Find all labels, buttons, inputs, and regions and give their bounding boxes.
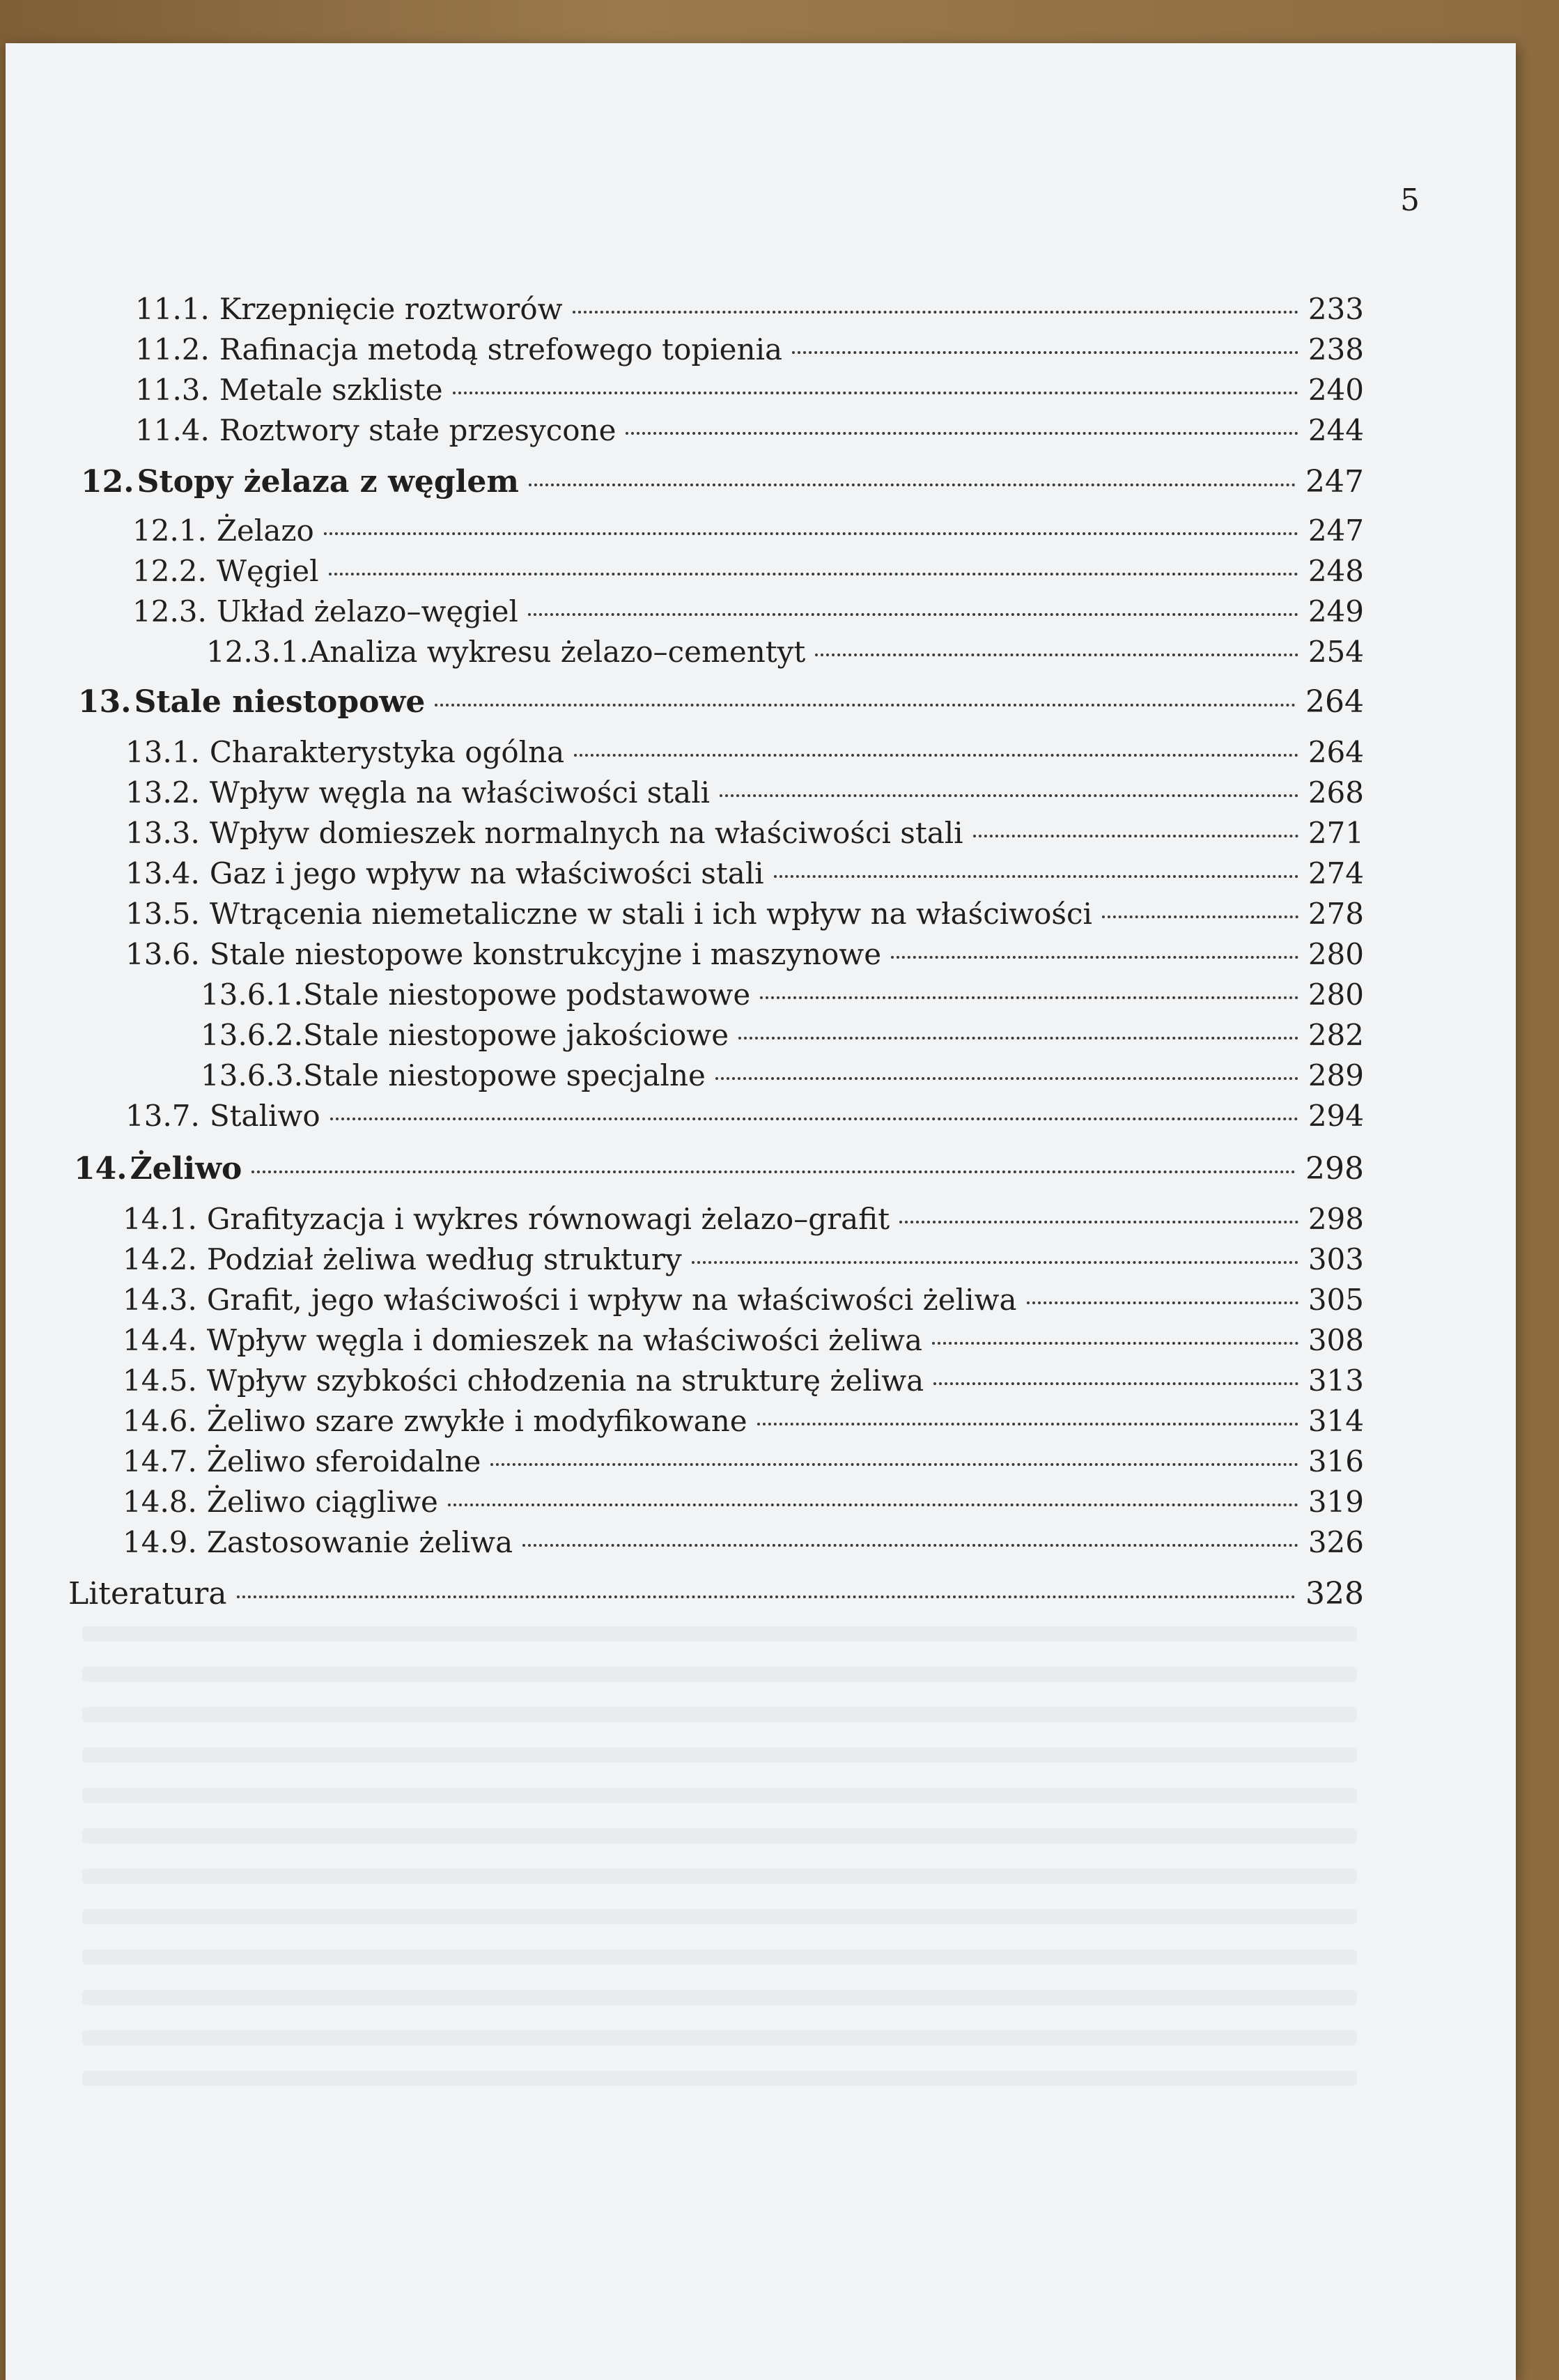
- toc-entry-title: Zastosowanie żeliwa: [206, 1525, 513, 1559]
- toc-entry-page: 319: [1308, 1485, 1364, 1519]
- toc-entry-page: 326: [1308, 1525, 1364, 1559]
- toc-entry: [135, 290, 1364, 329]
- toc-entry-page: 271: [1308, 816, 1364, 850]
- toc-entry: [125, 935, 1364, 974]
- bleed-through-shadow: [82, 2030, 1357, 2046]
- toc-entry: [81, 463, 1364, 502]
- toc-entry-number: 14.5.: [123, 1363, 197, 1398]
- toc-entry-number: 12.3.: [132, 594, 207, 628]
- toc-entry: [123, 1442, 1364, 1481]
- toc-entry: [125, 733, 1364, 772]
- toc-entry-page: 298: [1305, 1151, 1364, 1187]
- toc-entry-title: Żeliwo sferoidalne: [206, 1444, 481, 1478]
- toc-entry-number: 14.: [74, 1151, 127, 1187]
- toc-entry: [125, 773, 1364, 812]
- toc-entry-number: 13.3.: [125, 816, 200, 850]
- toc-entry: [74, 1150, 1364, 1189]
- toc-entry: [206, 633, 1364, 672]
- toc-entry-number: 14.1.: [123, 1202, 197, 1236]
- toc-entry: [125, 895, 1364, 934]
- toc-entry-page: 274: [1308, 856, 1364, 890]
- table-of-contents: [6, 43, 1516, 2380]
- toc-dot-leader: [528, 613, 1298, 616]
- toc-entry-page: 298: [1308, 1202, 1364, 1236]
- toc-entry-title: Grafit, jego właściwości i wpływ na właściwości żeliwa: [206, 1283, 1017, 1317]
- toc-entry-number: 11.4.: [135, 413, 210, 447]
- toc-entry-title: Roztwory stałe przesycone: [219, 413, 616, 447]
- toc-dot-leader: [715, 1077, 1298, 1080]
- bleed-through-shadow: [82, 1949, 1357, 1965]
- toc-dot-leader: [973, 835, 1298, 837]
- toc-entry: [123, 1200, 1364, 1239]
- toc-entry-title: Wpływ szybkości chłodzenia na strukturę żeliwa: [206, 1363, 924, 1398]
- toc-entry-number: 12.3.1.: [206, 635, 309, 669]
- toc-entry-title: Wpływ domieszek normalnych na właściwości stali: [209, 816, 963, 850]
- toc-dot-leader: [453, 392, 1298, 394]
- toc-entry-title: Żeliwo szare zwykłe i modyfikowane: [206, 1404, 747, 1438]
- toc-entry-title: Stale niestopowe jakościowe: [302, 1018, 729, 1052]
- toc-entry-page: 294: [1308, 1099, 1364, 1133]
- bleed-through-shadow: [82, 1707, 1357, 1722]
- toc-entry-title: Stale niestopowe konstrukcyjne i maszynowe: [209, 937, 882, 971]
- page-number: 5: [1400, 183, 1420, 218]
- toc-entry-title: Grafityzacja i wykres równowagi żelazo–grafit: [206, 1202, 890, 1236]
- toc-entry-number: 14.7.: [123, 1444, 197, 1478]
- toc-entry: [135, 371, 1364, 410]
- toc-entry-title: Analiza wykresu żelazo–cementyt: [308, 635, 806, 669]
- toc-entry-title: Wpływ węgla i domieszek na właściwości żeliwa: [206, 1323, 922, 1357]
- toc-entry-title: Wpływ węgla na właściwości stali: [209, 775, 711, 810]
- bleed-through-shadow: [82, 1667, 1357, 1682]
- toc-entry-page: 278: [1308, 897, 1364, 931]
- toc-entry-title: Stale niestopowe specjalne: [302, 1058, 706, 1092]
- toc-entry-title: Żeliwo ciągliwe: [206, 1485, 438, 1519]
- toc-entry-title: Układ żelazo–węgiel: [216, 594, 518, 628]
- toc-entry: [201, 1016, 1364, 1055]
- bleed-through-shadow: [82, 1990, 1357, 2005]
- toc-entry-page: 238: [1308, 332, 1364, 366]
- toc-dot-leader: [574, 754, 1298, 757]
- toc-entry-title: Stale niestopowe podstawowe: [302, 978, 751, 1012]
- toc-entry-page: 308: [1308, 1323, 1364, 1357]
- toc-entry: [201, 1056, 1364, 1095]
- toc-entry-page: 280: [1308, 978, 1364, 1012]
- book-page: [6, 43, 1516, 2380]
- toc-entry: [123, 1361, 1364, 1400]
- toc-entry-page: 328: [1305, 1576, 1364, 1612]
- toc-entry-number: 13.6.1.: [201, 978, 303, 1012]
- toc-entry-page: 313: [1308, 1363, 1364, 1398]
- toc-entry-title: Metale szkliste: [219, 373, 443, 407]
- toc-entry-title: Krzepnięcie roztworów: [219, 292, 563, 326]
- toc-entry: [201, 975, 1364, 1014]
- toc-dot-leader: [774, 875, 1298, 878]
- toc-entry-page: 244: [1308, 413, 1364, 447]
- toc-dot-leader: [792, 351, 1298, 354]
- toc-dot-leader: [738, 1037, 1298, 1040]
- toc-entry-page: 268: [1308, 775, 1364, 810]
- toc-entry-page: 247: [1305, 464, 1364, 500]
- toc-entry-page: 240: [1308, 373, 1364, 407]
- toc-entry-page: 264: [1308, 735, 1364, 769]
- toc-entry: [123, 1321, 1364, 1360]
- toc-entry-number: 14.6.: [123, 1404, 197, 1438]
- bleed-through-shadow: [82, 1909, 1357, 1924]
- toc-dot-leader: [891, 956, 1298, 959]
- toc-entry-title: Podział żeliwa według struktury: [206, 1242, 682, 1276]
- toc-entry-page: 289: [1308, 1058, 1364, 1092]
- toc-entry: [125, 1097, 1364, 1136]
- toc-dot-leader: [324, 532, 1298, 535]
- toc-entry: [78, 683, 1364, 722]
- toc-entry-number: 12.: [81, 464, 134, 500]
- toc-dot-leader: [448, 1504, 1298, 1506]
- bleed-through-shadow: [82, 1869, 1357, 1884]
- toc-dot-leader: [815, 654, 1298, 656]
- toc-entry: [135, 411, 1364, 450]
- bleed-through-shadow: [82, 1788, 1357, 1803]
- toc-entry-number: 13.1.: [125, 735, 200, 769]
- toc-dot-leader: [435, 704, 1296, 706]
- toc-entry-page: 248: [1308, 554, 1364, 588]
- toc-entry-page: 316: [1308, 1444, 1364, 1478]
- toc-dot-leader: [760, 996, 1298, 999]
- toc-entry-number: 13.6.: [125, 937, 200, 971]
- toc-entry-title: Wtrącenia niemetaliczne w stali i ich wpływ na właściwości: [209, 897, 1092, 931]
- toc-dot-leader: [899, 1221, 1298, 1223]
- toc-dot-leader: [1102, 915, 1298, 918]
- toc-entry-number: 12.1.: [132, 513, 207, 548]
- toc-entry-title: Literatura: [68, 1576, 227, 1612]
- toc-dot-leader: [757, 1423, 1298, 1425]
- toc-entry-page: 254: [1308, 635, 1364, 669]
- toc-entry-number: 14.3.: [123, 1283, 197, 1317]
- toc-entry-number: 12.2.: [132, 554, 207, 588]
- toc-dot-leader: [330, 1118, 1298, 1120]
- toc-entry-page: 282: [1308, 1018, 1364, 1052]
- toc-entry: [135, 330, 1364, 369]
- toc-entry-title: Staliwo: [209, 1099, 320, 1133]
- toc-entry-page: 264: [1305, 684, 1364, 720]
- toc-entry-number: 11.3.: [135, 373, 210, 407]
- bleed-through-shadow: [82, 1828, 1357, 1844]
- toc-entry-page: 280: [1308, 937, 1364, 971]
- toc-entry-page: 305: [1308, 1283, 1364, 1317]
- toc-entry-page: 233: [1308, 292, 1364, 326]
- toc-dot-leader: [720, 794, 1298, 797]
- toc-dot-leader: [1027, 1301, 1298, 1304]
- bleed-through-shadow: [82, 1747, 1357, 1763]
- toc-entry-number: 14.8.: [123, 1485, 197, 1519]
- toc-entry: [123, 1281, 1364, 1320]
- toc-dot-leader: [692, 1261, 1298, 1264]
- toc-entry-title: Stale niestopowe: [134, 684, 426, 720]
- toc-entry-number: 14.9.: [123, 1525, 197, 1559]
- toc-dot-leader: [251, 1170, 1296, 1173]
- toc-entry-title: Charakterystyka ogólna: [209, 735, 565, 769]
- toc-entry-number: 11.1.: [135, 292, 210, 326]
- toc-dot-leader: [933, 1382, 1298, 1385]
- toc-entry: [132, 511, 1364, 550]
- toc-entry: [132, 592, 1364, 631]
- toc-entry-number: 13.: [78, 684, 132, 720]
- toc-dot-leader: [237, 1595, 1296, 1598]
- toc-dot-leader: [490, 1463, 1298, 1466]
- toc-dot-leader: [522, 1544, 1298, 1547]
- toc-entry-number: 14.4.: [123, 1323, 197, 1357]
- toc-entry-title: Węgiel: [216, 554, 319, 588]
- toc-entry-title: Stopy żelaza z węglem: [137, 464, 519, 500]
- toc-entry-page: 249: [1308, 594, 1364, 628]
- toc-entry-title: Żelazo: [216, 513, 314, 548]
- toc-entry: [125, 854, 1364, 893]
- toc-entry-number: 13.2.: [125, 775, 200, 810]
- toc-entry: [125, 814, 1364, 853]
- bleed-through-shadow: [82, 1626, 1357, 1641]
- toc-entry-title: Gaz i jego wpływ na właściwości stali: [209, 856, 764, 890]
- toc-entry-number: 13.5.: [125, 897, 200, 931]
- toc-entry-number: 11.2.: [135, 332, 210, 366]
- toc-entry-number: 14.2.: [123, 1242, 197, 1276]
- toc-dot-leader: [529, 484, 1296, 486]
- toc-dot-leader: [329, 573, 1298, 575]
- toc-entry-title: Rafinacja metodą strefowego topienia: [219, 332, 783, 366]
- toc-entry-number: 13.7.: [125, 1099, 200, 1133]
- toc-entry: [123, 1523, 1364, 1562]
- toc-entry-number: 13.6.3.: [201, 1058, 303, 1092]
- bleed-through-shadow: [82, 2071, 1357, 2086]
- toc-entry: [132, 552, 1364, 591]
- toc-entry: [123, 1402, 1364, 1441]
- toc-dot-leader: [573, 311, 1298, 314]
- toc-entry: [123, 1240, 1364, 1279]
- toc-entry-number: 13.6.2.: [201, 1018, 303, 1052]
- toc-entry-title: Żeliwo: [130, 1151, 242, 1187]
- toc-entry: [123, 1483, 1364, 1522]
- toc-entry-page: 303: [1308, 1242, 1364, 1276]
- toc-dot-leader: [626, 432, 1298, 435]
- toc-entry: [68, 1575, 1364, 1614]
- toc-entry-page: 314: [1308, 1404, 1364, 1438]
- toc-dot-leader: [932, 1342, 1298, 1345]
- toc-entry-page: 247: [1308, 513, 1364, 548]
- toc-entry-number: 13.4.: [125, 856, 200, 890]
